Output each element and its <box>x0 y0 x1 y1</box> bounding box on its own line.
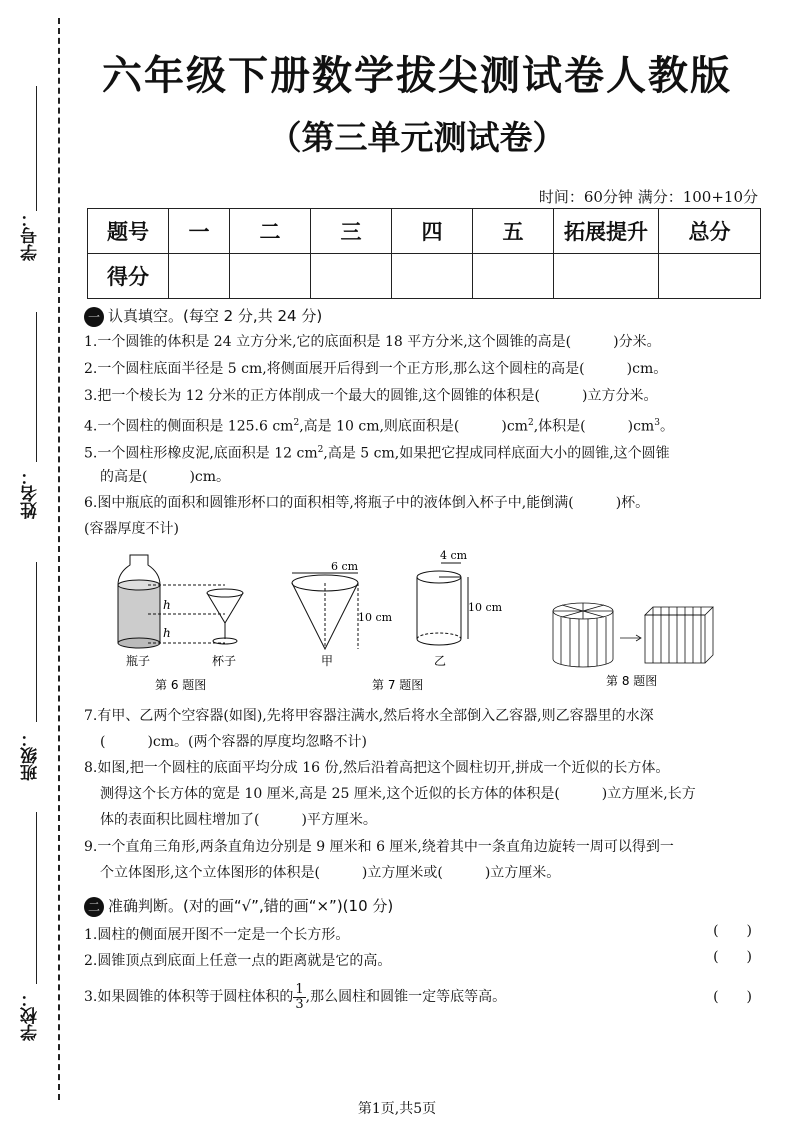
section-1-number: 一 <box>84 307 104 327</box>
section-1-heading <box>84 305 322 327</box>
score-table-score-row <box>88 254 761 299</box>
bottle-figure <box>118 555 243 648</box>
cut-line <box>58 18 60 1100</box>
score-input-cell[interactable] <box>169 254 230 299</box>
class-field <box>18 730 48 800</box>
fig7-caption: 第 7 题图 <box>372 678 424 692</box>
judge-question-3-part-a: 3.如果圆锥的体积等于圆柱体积的 <box>84 989 294 1005</box>
section-2-title: 准确判断。(对的画“√”,错的画“×”)(10 分) <box>108 897 394 915</box>
score-cell: 一 <box>169 209 230 254</box>
question-9: 9.一个直角三角形,两条直角边分别是 9 厘米和 6 厘米,绕着其中一条直角边旋转一周可以得到一 <box>84 839 674 855</box>
question-4-end: 。 <box>659 418 674 435</box>
score-input-cell[interactable] <box>311 254 392 299</box>
question-9-line-2: 个立体图形,这个立体图形的体积是( )立方厘米或( )立方厘米。 <box>100 865 561 881</box>
score-cell: 五 <box>473 209 554 254</box>
question-7: 7.有甲、乙两个空容器(如图),先将甲容器注满水,然后将水全部倒入乙容器,则乙容器里的水深 <box>84 708 654 724</box>
school-field <box>18 990 48 1060</box>
class-label: 班级： <box>21 730 41 781</box>
fraction-denominator: 3 <box>295 996 304 1012</box>
question-4-part-a: 4.一个圆柱的侧面积是 125.6 cm <box>84 418 294 435</box>
question-5 <box>84 439 670 465</box>
fig7-yi-label: 乙 <box>434 654 447 668</box>
score-input-cell[interactable] <box>473 254 554 299</box>
judge-question-1: 1.圆柱的侧面展开图不一定是一个长方形。 <box>84 927 350 943</box>
question-7-line-2: ( )cm。(两个容器的厚度均忽略不计) <box>100 734 367 750</box>
school-label: 学校： <box>21 990 41 1041</box>
answer-paren-1[interactable]: ( ) <box>713 923 752 939</box>
fig8-caption: 第 8 题图 <box>606 674 658 688</box>
judge-question-3-part-b: ,那么圆柱和圆锥一定等底等高。 <box>305 989 507 1005</box>
name-label: 姓名： <box>21 468 41 519</box>
section-2-heading <box>84 895 393 917</box>
page-title: 六年级下册数学拔尖测试卷人教版 <box>102 52 732 99</box>
score-input-cell[interactable] <box>659 254 761 299</box>
question-4-part-b: ,高是 10 cm,则底面积是( )cm <box>299 418 528 435</box>
answer-paren-2[interactable]: ( ) <box>713 949 752 965</box>
page-subtitle: （第三单元测试卷） <box>268 118 566 157</box>
name-field <box>18 468 48 538</box>
question-6: 6.图中瓶底的面积和圆锥形杯口的面积相等,将瓶子中的液体倒入杯子中,能倒满( )杯。 <box>84 495 650 511</box>
question-4 <box>84 412 674 438</box>
score-input-cell[interactable] <box>230 254 311 299</box>
score-cell: 题号 <box>88 209 169 254</box>
question-1: 1.一个圆锥的体积是 24 立方分米,它的底面积是 18 平方分米,这个圆锥的高是( )分米。 <box>84 334 661 350</box>
score-cell: 四 <box>392 209 473 254</box>
cone-figure <box>292 573 358 649</box>
question-4-part-c: ,体积是( )cm <box>533 418 655 435</box>
fig7-jia-label: 甲 <box>321 654 334 668</box>
sup-2: 2 <box>317 445 324 455</box>
section-2-number: 二 <box>84 897 104 917</box>
fig6-h2: h <box>163 626 171 640</box>
fig7-jia-top: 6 cm <box>331 560 359 573</box>
student-id-label: 学号： <box>21 210 41 261</box>
question-5-part-b: ,高是 5 cm,如果把它捏成同样底面大小的圆锥,这个圆锥 <box>323 445 670 462</box>
score-input-cell[interactable] <box>554 254 659 299</box>
cylinder-figure <box>417 563 468 645</box>
judge-question-2: 2.圆锥顶点到底面上任意一点的距离就是它的高。 <box>84 953 392 969</box>
figures <box>100 545 760 695</box>
page-footer: 第1页,共5页 <box>357 1101 437 1117</box>
score-cell: 二 <box>230 209 311 254</box>
fig7-yi-top: 4 cm <box>440 549 468 562</box>
sup-2: 2 <box>527 418 534 428</box>
fig6-cup-label: 杯子 <box>212 654 237 668</box>
score-table-header-row <box>88 209 761 254</box>
fig7-yi-height: 10 cm <box>468 601 503 614</box>
fig7-jia-height: 10 cm <box>358 611 393 624</box>
sup-2: 2 <box>293 418 300 428</box>
answer-paren-3[interactable]: ( ) <box>713 989 752 1005</box>
question-2: 2.一个圆柱底面半径是 5 cm,将侧面展开后得到一个正方形,那么这个圆柱的高是( )cm。 <box>84 361 668 377</box>
question-8-line-3: 体的表面积比圆柱增加了( )平方厘米。 <box>100 812 377 828</box>
sliced-cylinder-figure <box>553 603 713 667</box>
score-table <box>87 208 761 299</box>
fig6-h1: h <box>163 598 171 612</box>
school-line <box>36 812 37 984</box>
question-3: 3.把一个棱长为 12 分米的正方体削成一个最大的圆锥,这个圆锥的体积是( )立方分米。 <box>84 388 658 404</box>
question-5-part-a: 5.一个圆柱形橡皮泥,底面积是 12 cm <box>84 445 318 462</box>
score-row-label: 得分 <box>88 254 169 299</box>
student-id-field <box>18 210 48 290</box>
score-cell: 总分 <box>659 209 761 254</box>
score-input-cell[interactable] <box>392 254 473 299</box>
class-line <box>36 562 37 722</box>
question-5-line-2: 的高是( )cm。 <box>100 469 231 485</box>
question-8: 8.如图,把一个圆柱的底面平均分成 16 份,然后沿着高把这个圆柱切开,拼成一个近似的长方体。 <box>84 760 670 776</box>
score-cell: 拓展提升 <box>554 209 659 254</box>
name-line <box>36 312 37 462</box>
fig6-caption: 第 6 题图 <box>155 678 207 692</box>
score-cell: 三 <box>311 209 392 254</box>
question-8-line-2: 测得这个长方体的宽是 10 厘米,高是 25 厘米,这个近似的长方体的体积是( )立方厘米,长方 <box>100 786 696 802</box>
section-1-title: 认真填空。(每空 2 分,共 24 分) <box>108 307 323 325</box>
fig6-bottle-label: 瓶子 <box>126 654 151 668</box>
fraction-one-third <box>293 983 305 1012</box>
time-info: 时间：60分钟 满分：100+10分 <box>538 188 758 206</box>
question-6-line-2: (容器厚度不计) <box>84 521 179 537</box>
fraction-numerator: 1 <box>295 981 304 997</box>
sup-3: 3 <box>654 418 660 428</box>
judge-question-3 <box>84 980 506 1014</box>
